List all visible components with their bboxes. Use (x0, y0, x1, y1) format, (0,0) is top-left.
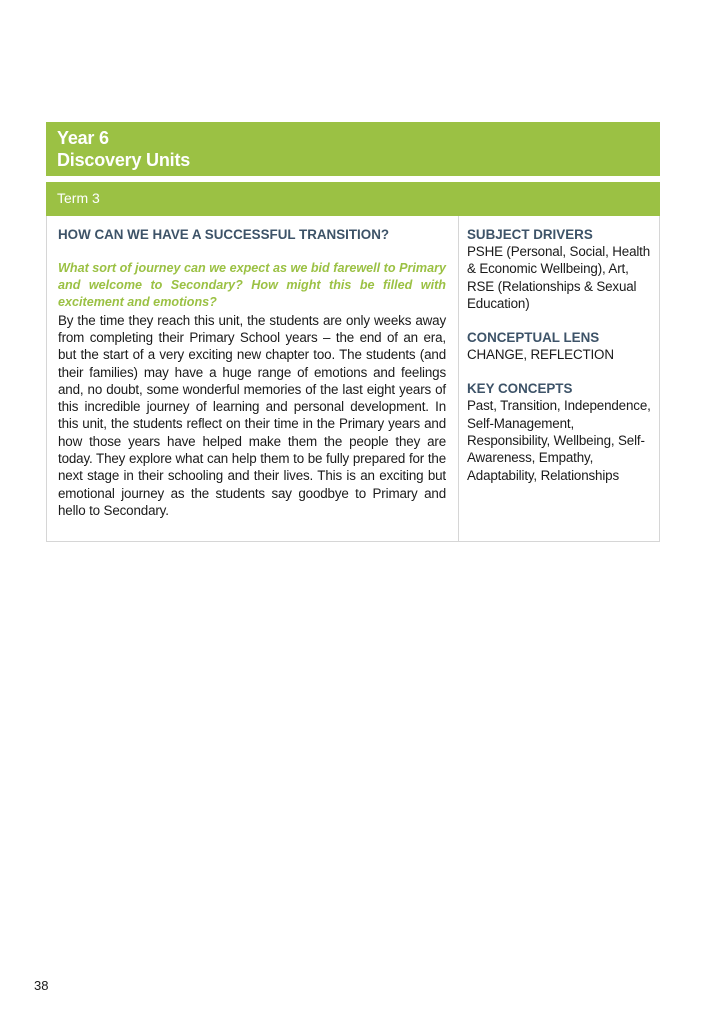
unit-details-column (459, 216, 659, 541)
key-concepts-text: Past, Transition, Independence, Self-Management, Responsibility, Wellbeing, Self-Awareness, Empathy, Adaptability, Relationships (467, 398, 651, 483)
sub-question: What sort of journey can we expect as we bid farewell to Primary and welcome to Secondary? How might this be filled with excitement and emotions? (58, 261, 446, 310)
subject-drivers-heading: SUBJECT DRIVERS (467, 227, 593, 242)
term-label: Term 3 (57, 190, 100, 206)
subject-drivers-text: PSHE (Personal, Social, Health & Economic Wellbeing), Art, RSE (Relationships & Sexual Education) (467, 244, 651, 311)
page-number: 38 (34, 978, 49, 993)
discovery-units-title: Discovery Units (57, 150, 191, 170)
unit-header-band (46, 122, 660, 176)
year-title: Year 6 (57, 128, 109, 148)
unit-content-table (46, 216, 660, 542)
unit-description: By the time they reach this unit, the students are only weeks away from completing their Primary School years – the end of an era, but the start of a very exciting new chapter too. The students (and their families) may have a huge range of emotions and feelings and, no doubt, some wonderful memories of the last eight years of this incredible journey of learning and personal development. In this unit, the students reflect on their time in the Primary years and how those years have helped make them the people they are today. They explore what can help them to be fully prepared for the next stage in their schooling and their lives. This is an exciting but emotional journey as the students say goodbye to Primary and hello to Secondary. (58, 312, 446, 518)
conceptual-lens-heading: CONCEPTUAL LENS (467, 330, 600, 346)
key-concepts-heading: KEY CONCEPTS (467, 381, 573, 397)
conceptual-lens-text: CHANGE, REFLECTION (467, 347, 614, 363)
unit-description-column (47, 216, 459, 541)
term-band (46, 182, 660, 216)
main-question: HOW CAN WE HAVE A SUCCESSFUL TRANSITION? (58, 227, 390, 242)
